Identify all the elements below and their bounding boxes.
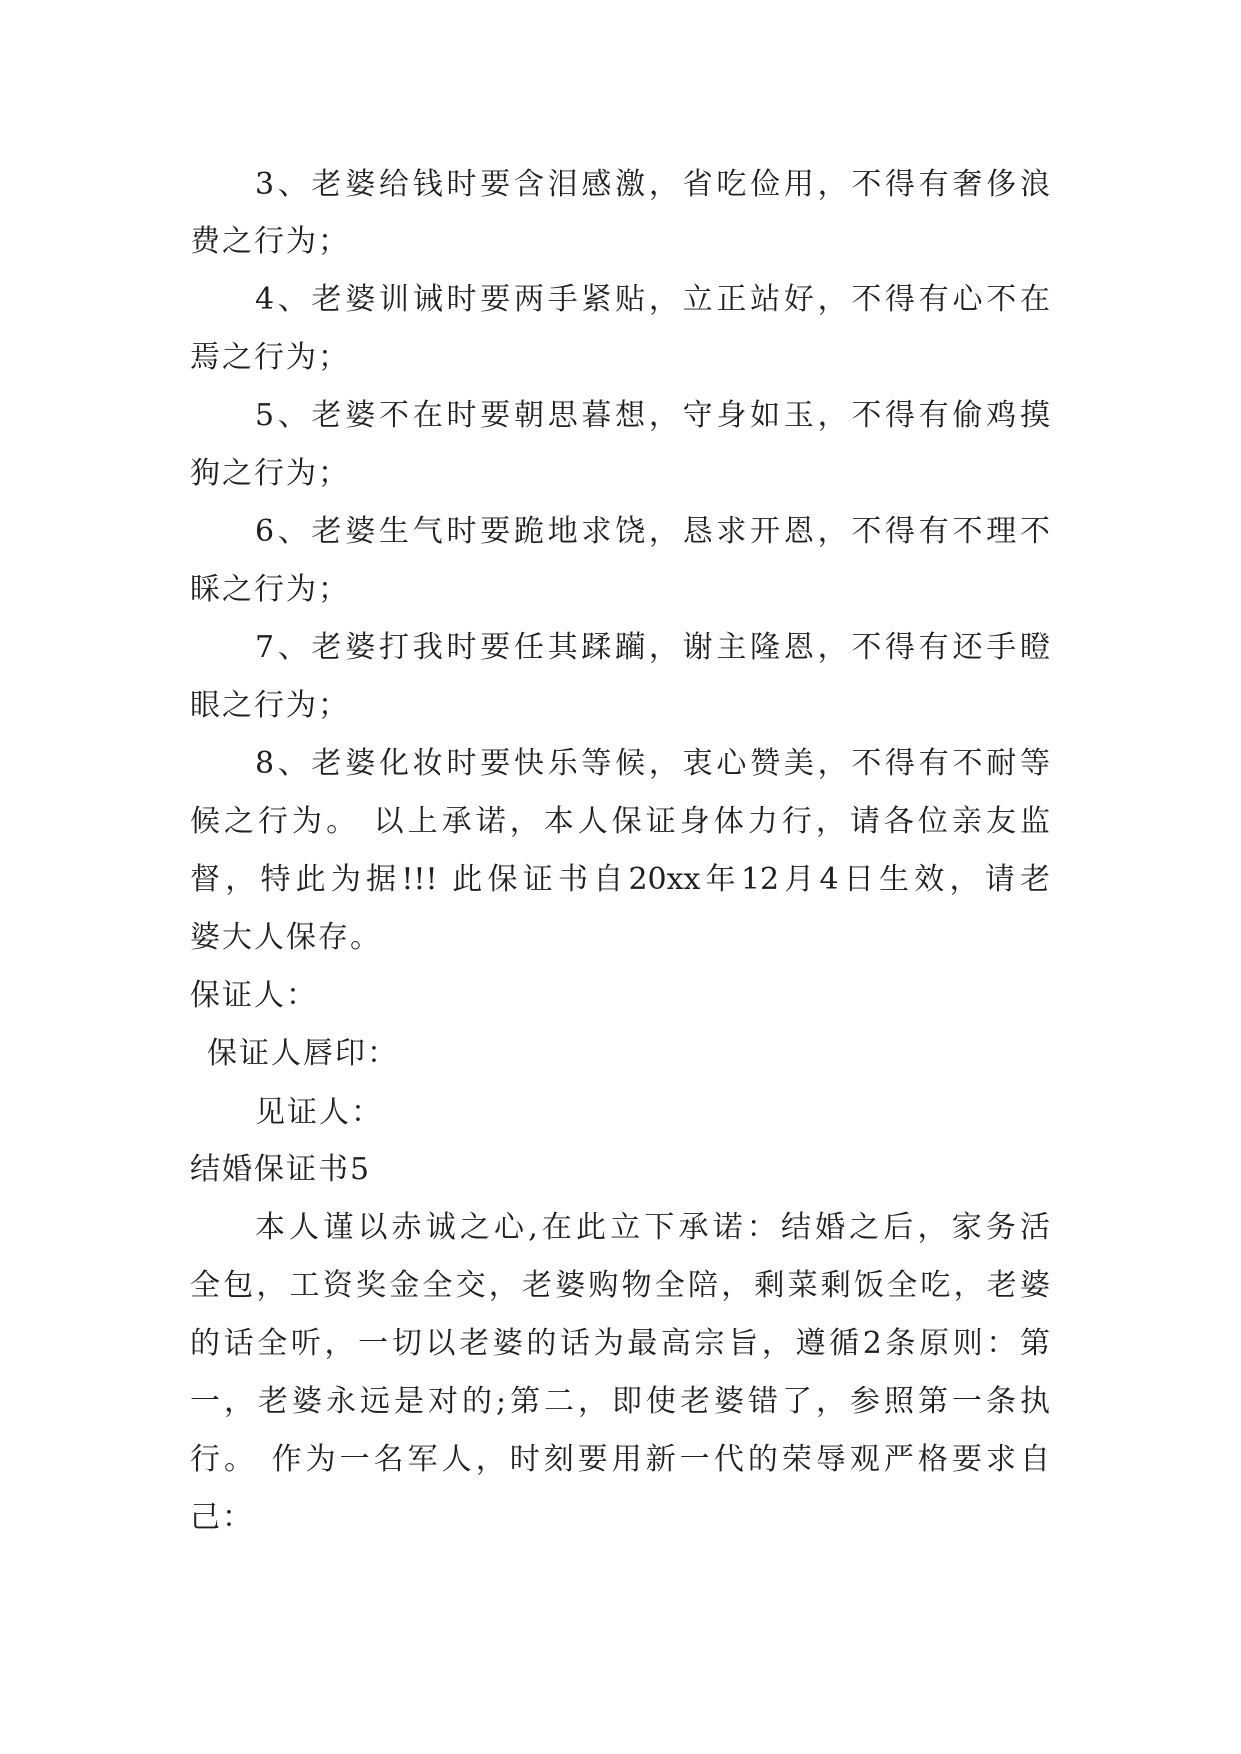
witness-label: 见证人： <box>255 1095 383 1130</box>
paragraph-6-line-2: 睬之行为； <box>190 572 350 607</box>
paragraph-3-line-2: 费之行为； <box>190 224 350 259</box>
section-heading: 结婚保证书5 <box>190 1152 372 1187</box>
paragraph-8-line-1: 8、老婆化妆时要快乐等候，衷心赞美，不得有不耐等 <box>255 746 1050 781</box>
paragraph-9-line-4: 一，老婆永远是对的;第二，即使老婆错了，参照第一条执 <box>190 1384 1050 1419</box>
paragraph-9-line-6: 己： <box>190 1500 254 1535</box>
paragraph-4-line-1: 4、老婆训诫时要两手紧贴，立正站好，不得有心不在 <box>255 282 1050 317</box>
paragraph-8-line-3: 督，特此为据!!! 此保证书自20xx年12月4日生效，请老 <box>190 862 1050 897</box>
paragraph-5-line-1: 5、老婆不在时要朝思暮想，守身如玉，不得有偷鸡摸 <box>255 398 1050 433</box>
guarantor-label: 保证人： <box>190 978 318 1013</box>
paragraph-9-line-2: 全包，工资奖金全交，老婆购物全陪，剩菜剩饭全吃，老婆 <box>190 1268 1050 1303</box>
guarantor-lip-print-label: 保证人唇印： <box>207 1036 399 1071</box>
paragraph-4-line-2: 焉之行为； <box>190 340 350 375</box>
paragraph-8-line-2: 候之行为。 以上承诺，本人保证身体力行，请各位亲友监 <box>190 804 1050 839</box>
paragraph-7-line-2: 眼之行为； <box>190 688 350 723</box>
paragraph-7-line-1: 7、老婆打我时要任其蹂躏，谢主隆恩，不得有还手瞪 <box>255 630 1050 665</box>
paragraph-9-line-3: 的话全听，一切以老婆的话为最高宗旨，遵循2条原则：第 <box>190 1326 1050 1361</box>
paragraph-5-line-2: 狗之行为； <box>190 456 350 491</box>
paragraph-6-line-1: 6、老婆生气时要跪地求饶，恳求开恩，不得有不理不 <box>255 514 1050 549</box>
paragraph-9-line-5: 行。 作为一名军人，时刻要用新一代的荣辱观严格要求自 <box>190 1442 1050 1477</box>
paragraph-9-line-1: 本人谨以赤诚之心,在此立下承诺：结婚之后，家务活 <box>255 1210 1050 1245</box>
paragraph-3-line-1: 3、老婆给钱时要含泪感激，省吃俭用，不得有奢侈浪 <box>255 167 1050 202</box>
paragraph-8-line-4: 婆大人保存。 <box>190 920 382 955</box>
